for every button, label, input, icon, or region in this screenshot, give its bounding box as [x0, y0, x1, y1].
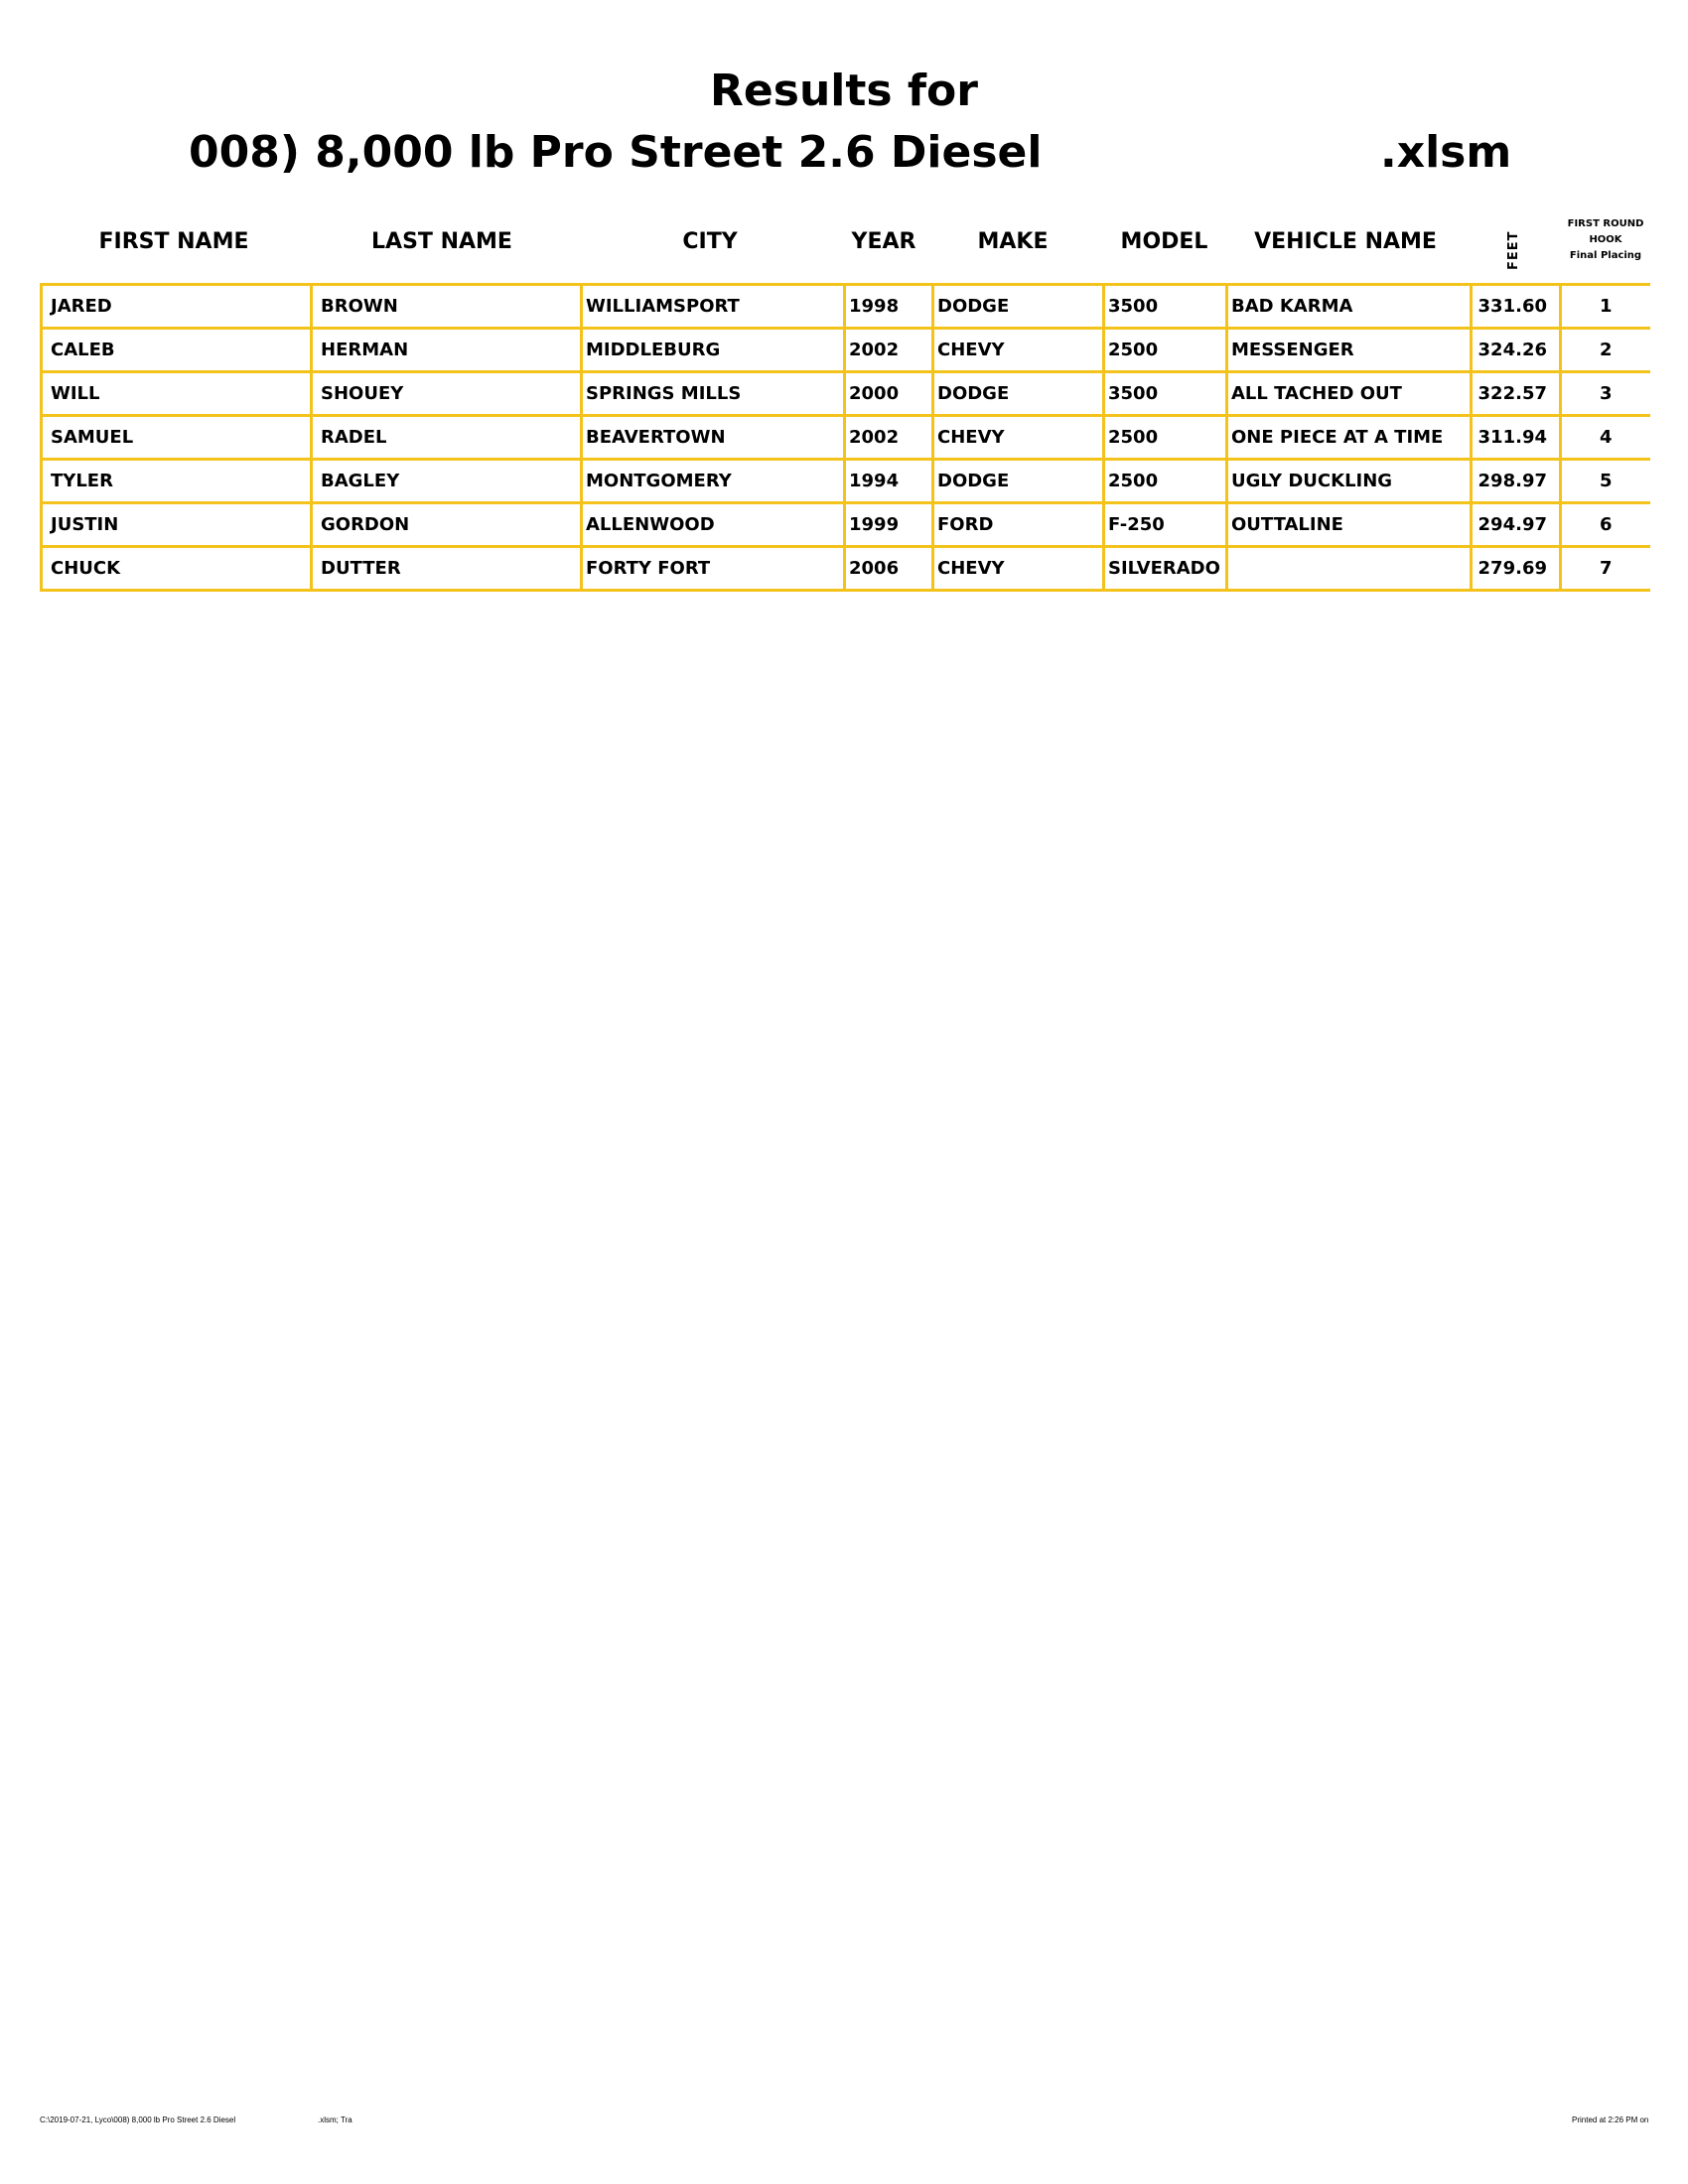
cell-last-name: BAGLEY [312, 460, 582, 503]
cell-vehicle-name: UGLY DUCKLING [1227, 460, 1472, 503]
cell-first-name: CHUCK [42, 547, 312, 591]
cell-final-placing: 2 [1561, 329, 1650, 372]
cell-first-name: TYLER [42, 460, 312, 503]
cell-make: CHEVY [933, 329, 1104, 372]
table-row [42, 503, 1650, 547]
cell-feet: 322.57 [1472, 372, 1561, 416]
col-header-hook [1561, 216, 1650, 264]
cell-model: 2500 [1104, 416, 1227, 460]
cell-city: SPRINGS MILLS [582, 372, 845, 416]
cell-feet: 294.97 [1472, 503, 1561, 547]
cell-year: 2002 [845, 416, 933, 460]
cell-make: CHEVY [933, 416, 1104, 460]
cell-first-name: WILL [42, 372, 312, 416]
cell-year: 1994 [845, 460, 933, 503]
cell-year: 2006 [845, 547, 933, 591]
cell-city: ALLENWOOD [582, 503, 845, 547]
cell-feet: 279.69 [1472, 547, 1561, 591]
cell-city: FORTY FORT [582, 547, 845, 591]
col-header-make: MAKE [977, 229, 1049, 254]
cell-feet: 324.26 [1472, 329, 1561, 372]
table-row [42, 547, 1650, 591]
col-header-feet: FEET [1506, 230, 1521, 270]
table-row [42, 416, 1650, 460]
cell-vehicle-name: MESSENGER [1227, 329, 1472, 372]
cell-model: SILVERADO [1104, 547, 1227, 591]
cell-final-placing: 4 [1561, 416, 1650, 460]
cell-year: 1999 [845, 503, 933, 547]
cell-year: 2000 [845, 372, 933, 416]
cell-vehicle-name: BAD KARMA [1227, 285, 1472, 329]
hook-header-line1: FIRST ROUND [1567, 218, 1644, 229]
cell-final-placing: 7 [1561, 547, 1650, 591]
cell-last-name: SHOUEY [312, 372, 582, 416]
cell-model: 3500 [1104, 285, 1227, 329]
cell-make: DODGE [933, 285, 1104, 329]
cell-model: 3500 [1104, 372, 1227, 416]
cell-vehicle-name: ALL TACHED OUT [1227, 372, 1472, 416]
cell-first-name: SAMUEL [42, 416, 312, 460]
cell-vehicle-name [1227, 547, 1472, 591]
col-header-first-name: FIRST NAME [98, 229, 249, 254]
cell-year: 1998 [845, 285, 933, 329]
cell-last-name: GORDON [312, 503, 582, 547]
cell-model: F-250 [1104, 503, 1227, 547]
col-header-year: YEAR [851, 229, 916, 254]
results-body [42, 285, 1650, 591]
footer-file-ext: .xlsm; Tra [318, 2116, 352, 2124]
col-header-last-name: LAST NAME [371, 229, 512, 254]
cell-model: 2500 [1104, 329, 1227, 372]
cell-first-name: JARED [42, 285, 312, 329]
cell-last-name: HERMAN [312, 329, 582, 372]
cell-last-name: DUTTER [312, 547, 582, 591]
cell-feet: 311.94 [1472, 416, 1561, 460]
cell-city: MIDDLEBURG [582, 329, 845, 372]
cell-city: MONTGOMERY [582, 460, 845, 503]
cell-city: WILLIAMSPORT [582, 285, 845, 329]
cell-vehicle-name: OUTTALINE [1227, 503, 1472, 547]
table-row [42, 372, 1650, 416]
class-title: 008) 8,000 lb Pro Street 2.6 Diesel [189, 127, 1043, 178]
cell-final-placing: 5 [1561, 460, 1650, 503]
cell-model: 2500 [1104, 460, 1227, 503]
results-table [40, 283, 1650, 592]
cell-vehicle-name: ONE PIECE AT A TIME [1227, 416, 1472, 460]
cell-first-name: CALEB [42, 329, 312, 372]
cell-feet: 298.97 [1472, 460, 1561, 503]
table-row [42, 460, 1650, 503]
cell-make: FORD [933, 503, 1104, 547]
cell-make: DODGE [933, 372, 1104, 416]
hook-header-line3: Final Placing [1569, 250, 1642, 261]
table-row [42, 329, 1650, 372]
cell-last-name: BROWN [312, 285, 582, 329]
cell-feet: 331.60 [1472, 285, 1561, 329]
cell-last-name: RADEL [312, 416, 582, 460]
cell-make: CHEVY [933, 547, 1104, 591]
results-for-heading: Results for [710, 66, 978, 116]
file-extension: .xlsm [1380, 127, 1512, 178]
cell-make: DODGE [933, 460, 1104, 503]
footer-file-path: C:\2019-07-21, Lyco\008) 8,000 lb Pro Street 2.6 Diesel [40, 2116, 236, 2124]
hook-header-line2: HOOK [1589, 234, 1622, 245]
table-row [42, 285, 1650, 329]
cell-final-placing: 3 [1561, 372, 1650, 416]
footer-printed-at: Printed at 2:26 PM on [1572, 2116, 1649, 2124]
cell-year: 2002 [845, 329, 933, 372]
cell-first-name: JUSTIN [42, 503, 312, 547]
cell-final-placing: 1 [1561, 285, 1650, 329]
cell-final-placing: 6 [1561, 503, 1650, 547]
cell-city: BEAVERTOWN [582, 416, 845, 460]
col-header-city: CITY [682, 229, 738, 254]
col-header-model: MODEL [1120, 229, 1208, 254]
col-header-vehicle-name: VEHICLE NAME [1254, 229, 1437, 254]
